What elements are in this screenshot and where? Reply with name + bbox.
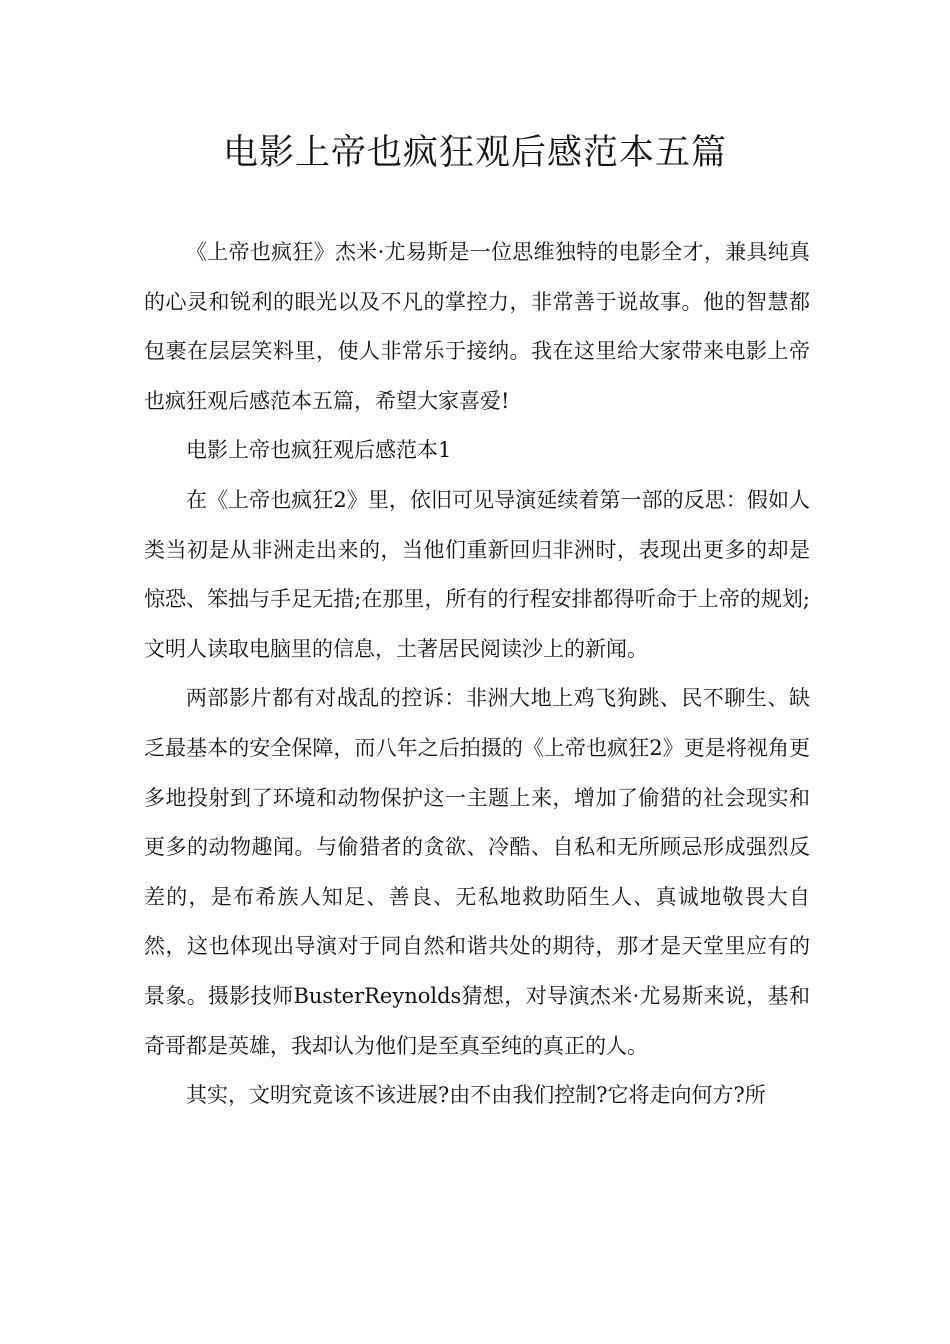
document-title: 电影上帝也疯狂观后感范本五篇 xyxy=(222,133,727,173)
section-heading: 电影上帝也疯狂观后感范本1 xyxy=(186,438,452,463)
body-paragraph: 在《上帝也疯狂2》里，依旧可见导演延续着第一部的反思：假如人类当初是从非洲走出来的，当他们重新回归非洲时，表现出更多的却是惊恐、笨拙与手足无措;在那里，所有的行程安排都得听命于上帝的规划;文明人读取电脑里的信息，土著居民阅读沙上的新闻。 xyxy=(144,487,810,661)
document-body xyxy=(144,228,810,1121)
body-paragraph: 两部影片都有对战乱的控诉：非洲大地上鸡飞狗跳、民不聊生、缺乏最基本的安全保障，而八年之后拍摄的《上帝也疯狂2》更是将视角更多地投射到了环境和动物保护这一主题上来，增加了偷猎的社会现实和更多的动物趣闻。与偷猎者的贪欲、冷酷、自私和无所顾忌形成强烈反差的，是布希族人知足、善良、无私地救助陌生人、真诚地敬畏大自然，这也体现出导演对于同自然和谐共处的期待，那才是天堂里应有的景象。摄影技师BusterReynolds猜想，对导演杰米·尤易斯来说，基和奇哥都是英雄，我却认为他们是至真至纯的真正的人。 xyxy=(144,686,810,1058)
intro-paragraph: 《上帝也疯狂》杰米·尤易斯是一位思维独特的电影全才，兼具纯真的心灵和锐利的眼光以及不凡的掌控力，非常善于说故事。他的智慧都包裹在层层笑料里，使人非常乐于接纳。我在这里给大家带来电影上帝也疯狂观后感范本五篇，希望大家喜爱! xyxy=(144,240,810,413)
body-paragraph: 其实，文明究竟该不该进展?由不由我们控制?它将走向何方?所 xyxy=(186,1083,766,1108)
